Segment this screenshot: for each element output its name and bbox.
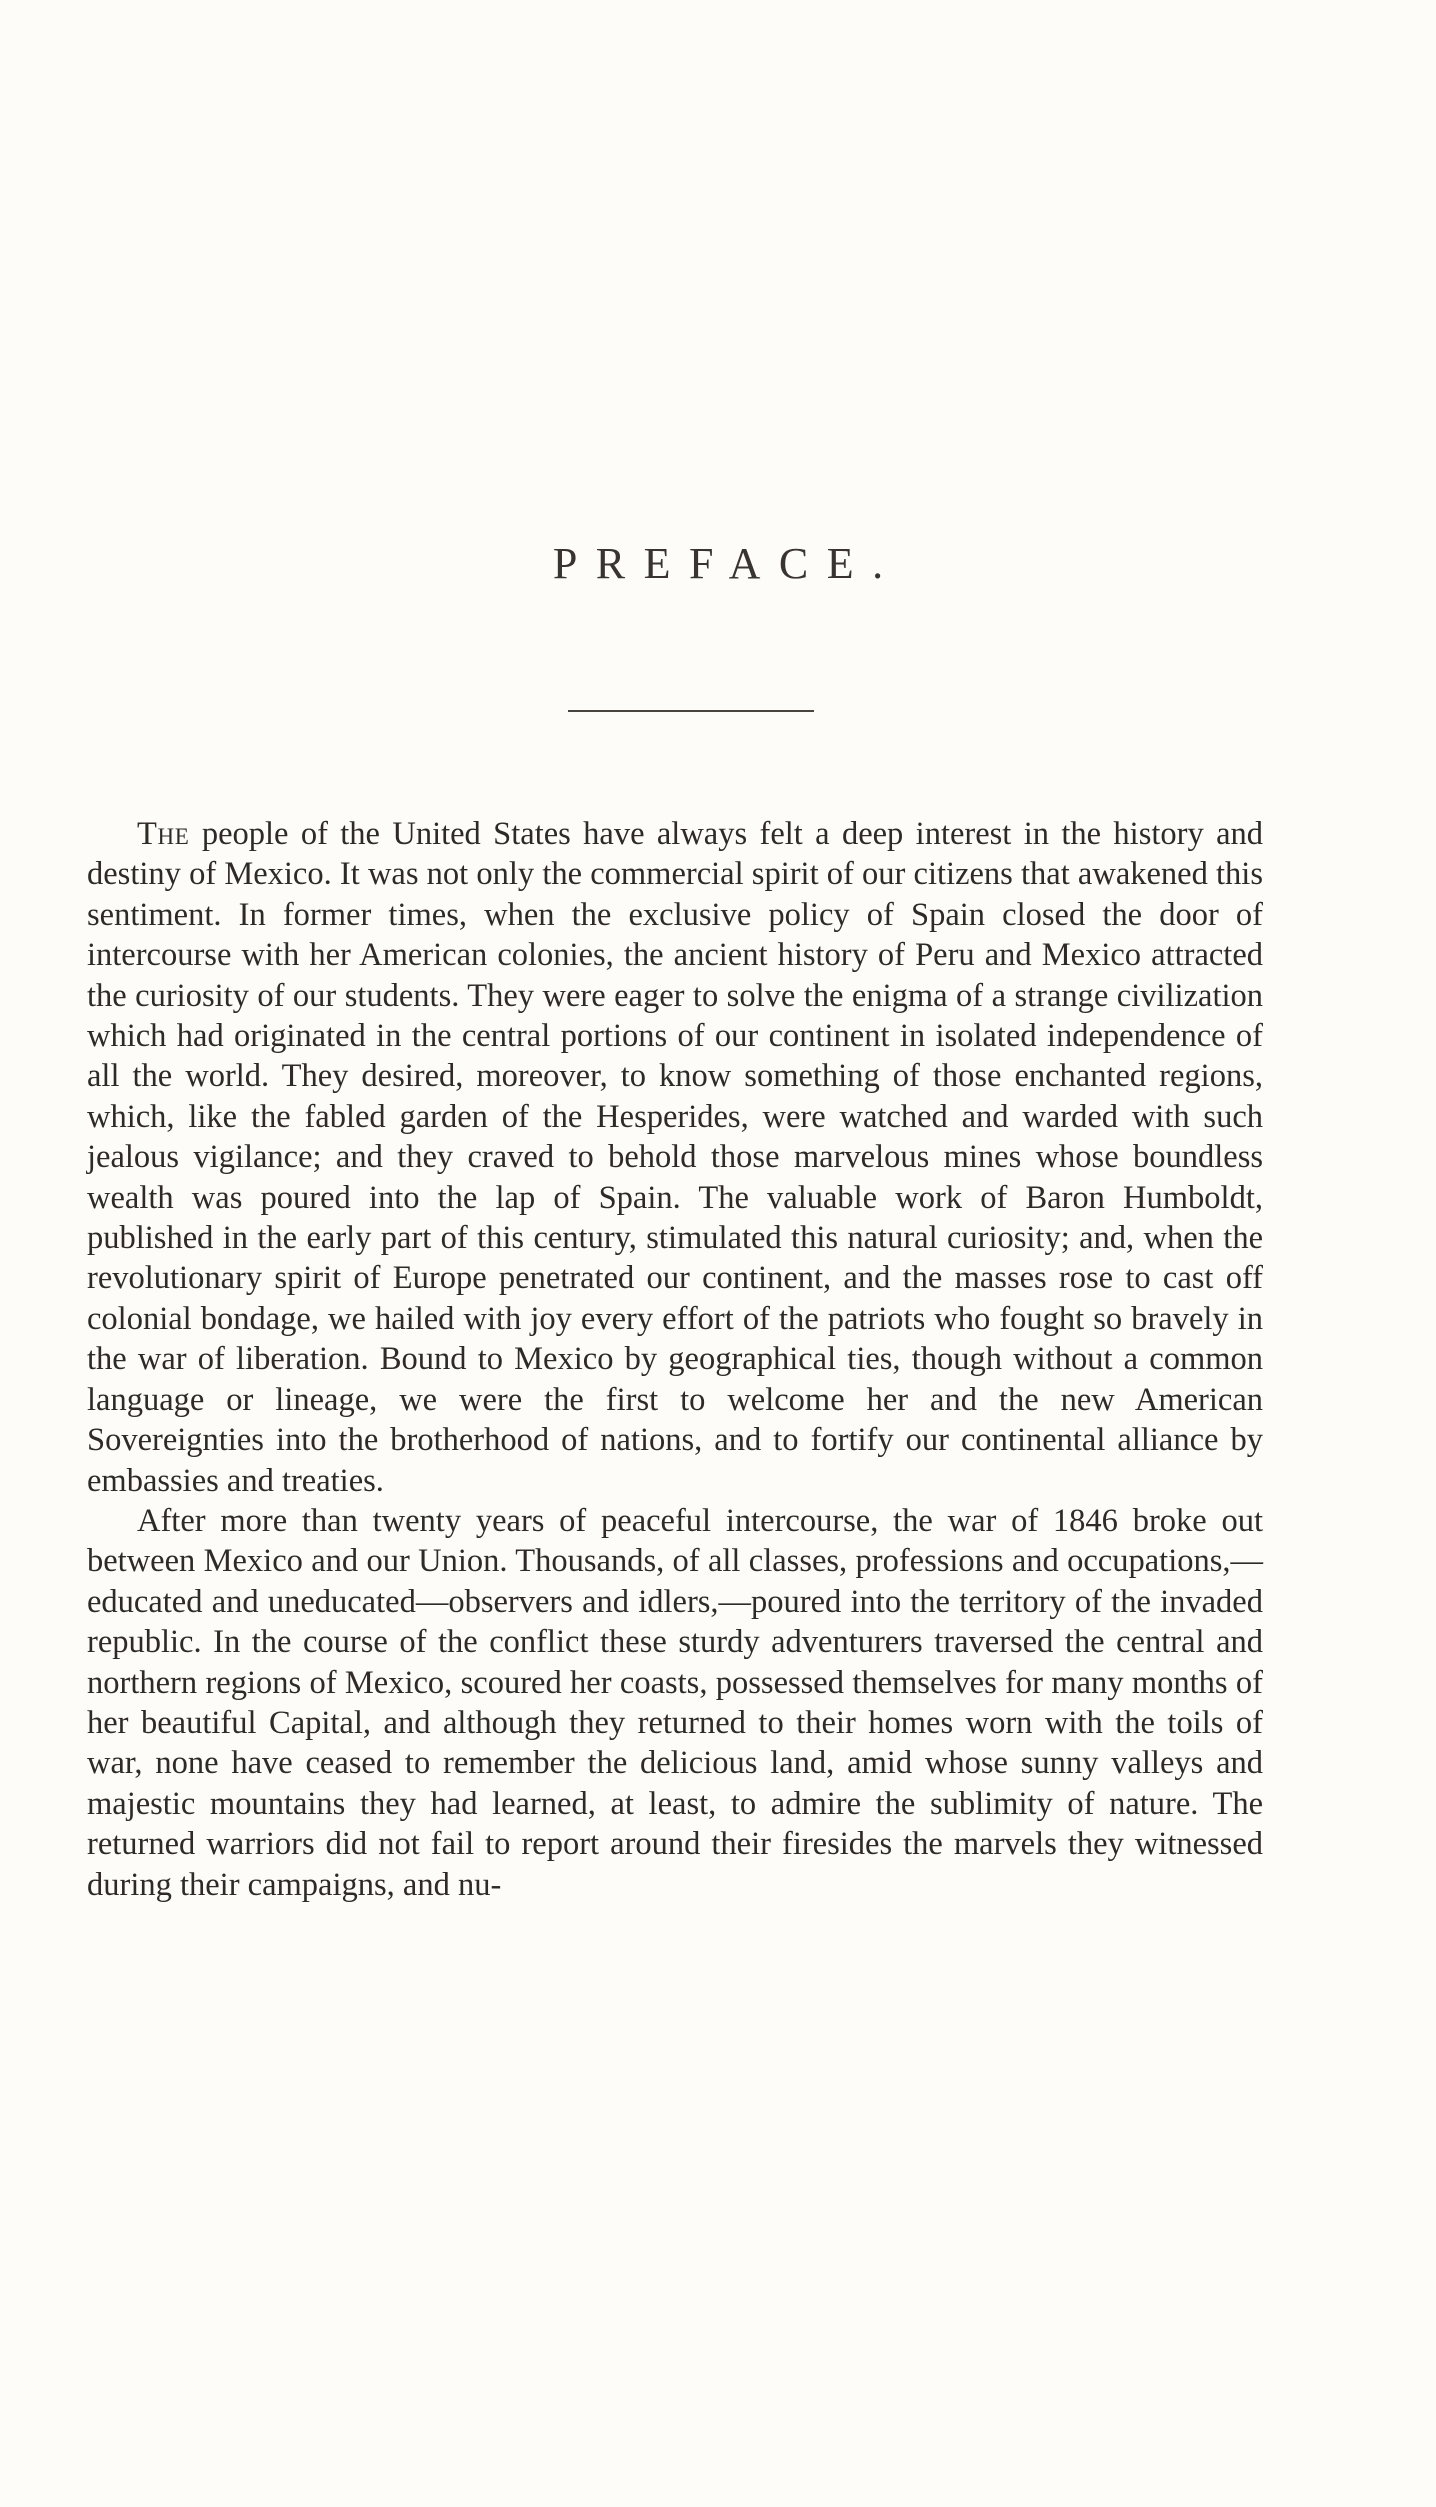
title-divider [568, 710, 814, 712]
paragraph-2-text: After more than twenty years of peaceful intercourse, the war of 1846 broke out between Mexico and our Union. Thousands, of all classes, professions and occupations,—educated and uneducated—observers and idlers,—poured into the territory of the invaded republic. In the course of the conflict these sturdy adventurers traversed the central and northern regions of Mexico, scoured her coasts, possessed themselves for many months of her beautiful Capital, and although they returned to their homes worn with the toils of war, none have ceased to remember the delicious land, amid whose sunny valleys and majestic mountains they had learned, at least, to admire the sublimity of nature. The returned warriors did not fail to report around their firesides the marvels they witnessed during their campaigns, and nu- [87, 1502, 1263, 1903]
page-title: PREFACE. [552, 539, 902, 588]
preface-body [87, 814, 1263, 1905]
paragraph-1-lead: The [137, 816, 190, 852]
paragraph-1 [87, 814, 1263, 1501]
paragraph-2 [87, 1501, 1263, 1905]
paragraph-1-text: people of the United States have always felt a deep interest in the history and destiny of Mexico. It was not only the commercial spirit of our citizens that awakened this sentiment. In former times, when the exclusive policy of Spain closed the door of intercourse with her American colonies, the ancient history of Peru and Mexico attracted the curiosity of our students. They were eager to solve the enigma of a strange civilization which had originated in the central portions of our continent in isolated independence of all the world. They desired, moreover, to know something of those enchanted regions, which, like the fabled garden of the Hesperides, were watched and warded with such jealous vigilance; and they craved to behold those marvelous mines whose boundless wealth was poured into the lap of Spain. The valuable work of Baron Humboldt, published in the early part of this century, stimulated this natural curiosity; and, when the revolutionary spirit of Europe penetrated our continent, and the masses rose to cast off colonial bondage, we hailed with joy every effort of the patriots who fought so bravely in the war of liberation. Bound to Mexico by geographical ties, though without a common language or lineage, we were the first to welcome her and the new American Sovereignties into the brotherhood of nations, and to fortify our continental alliance by embassies and treaties. [87, 816, 1263, 1499]
